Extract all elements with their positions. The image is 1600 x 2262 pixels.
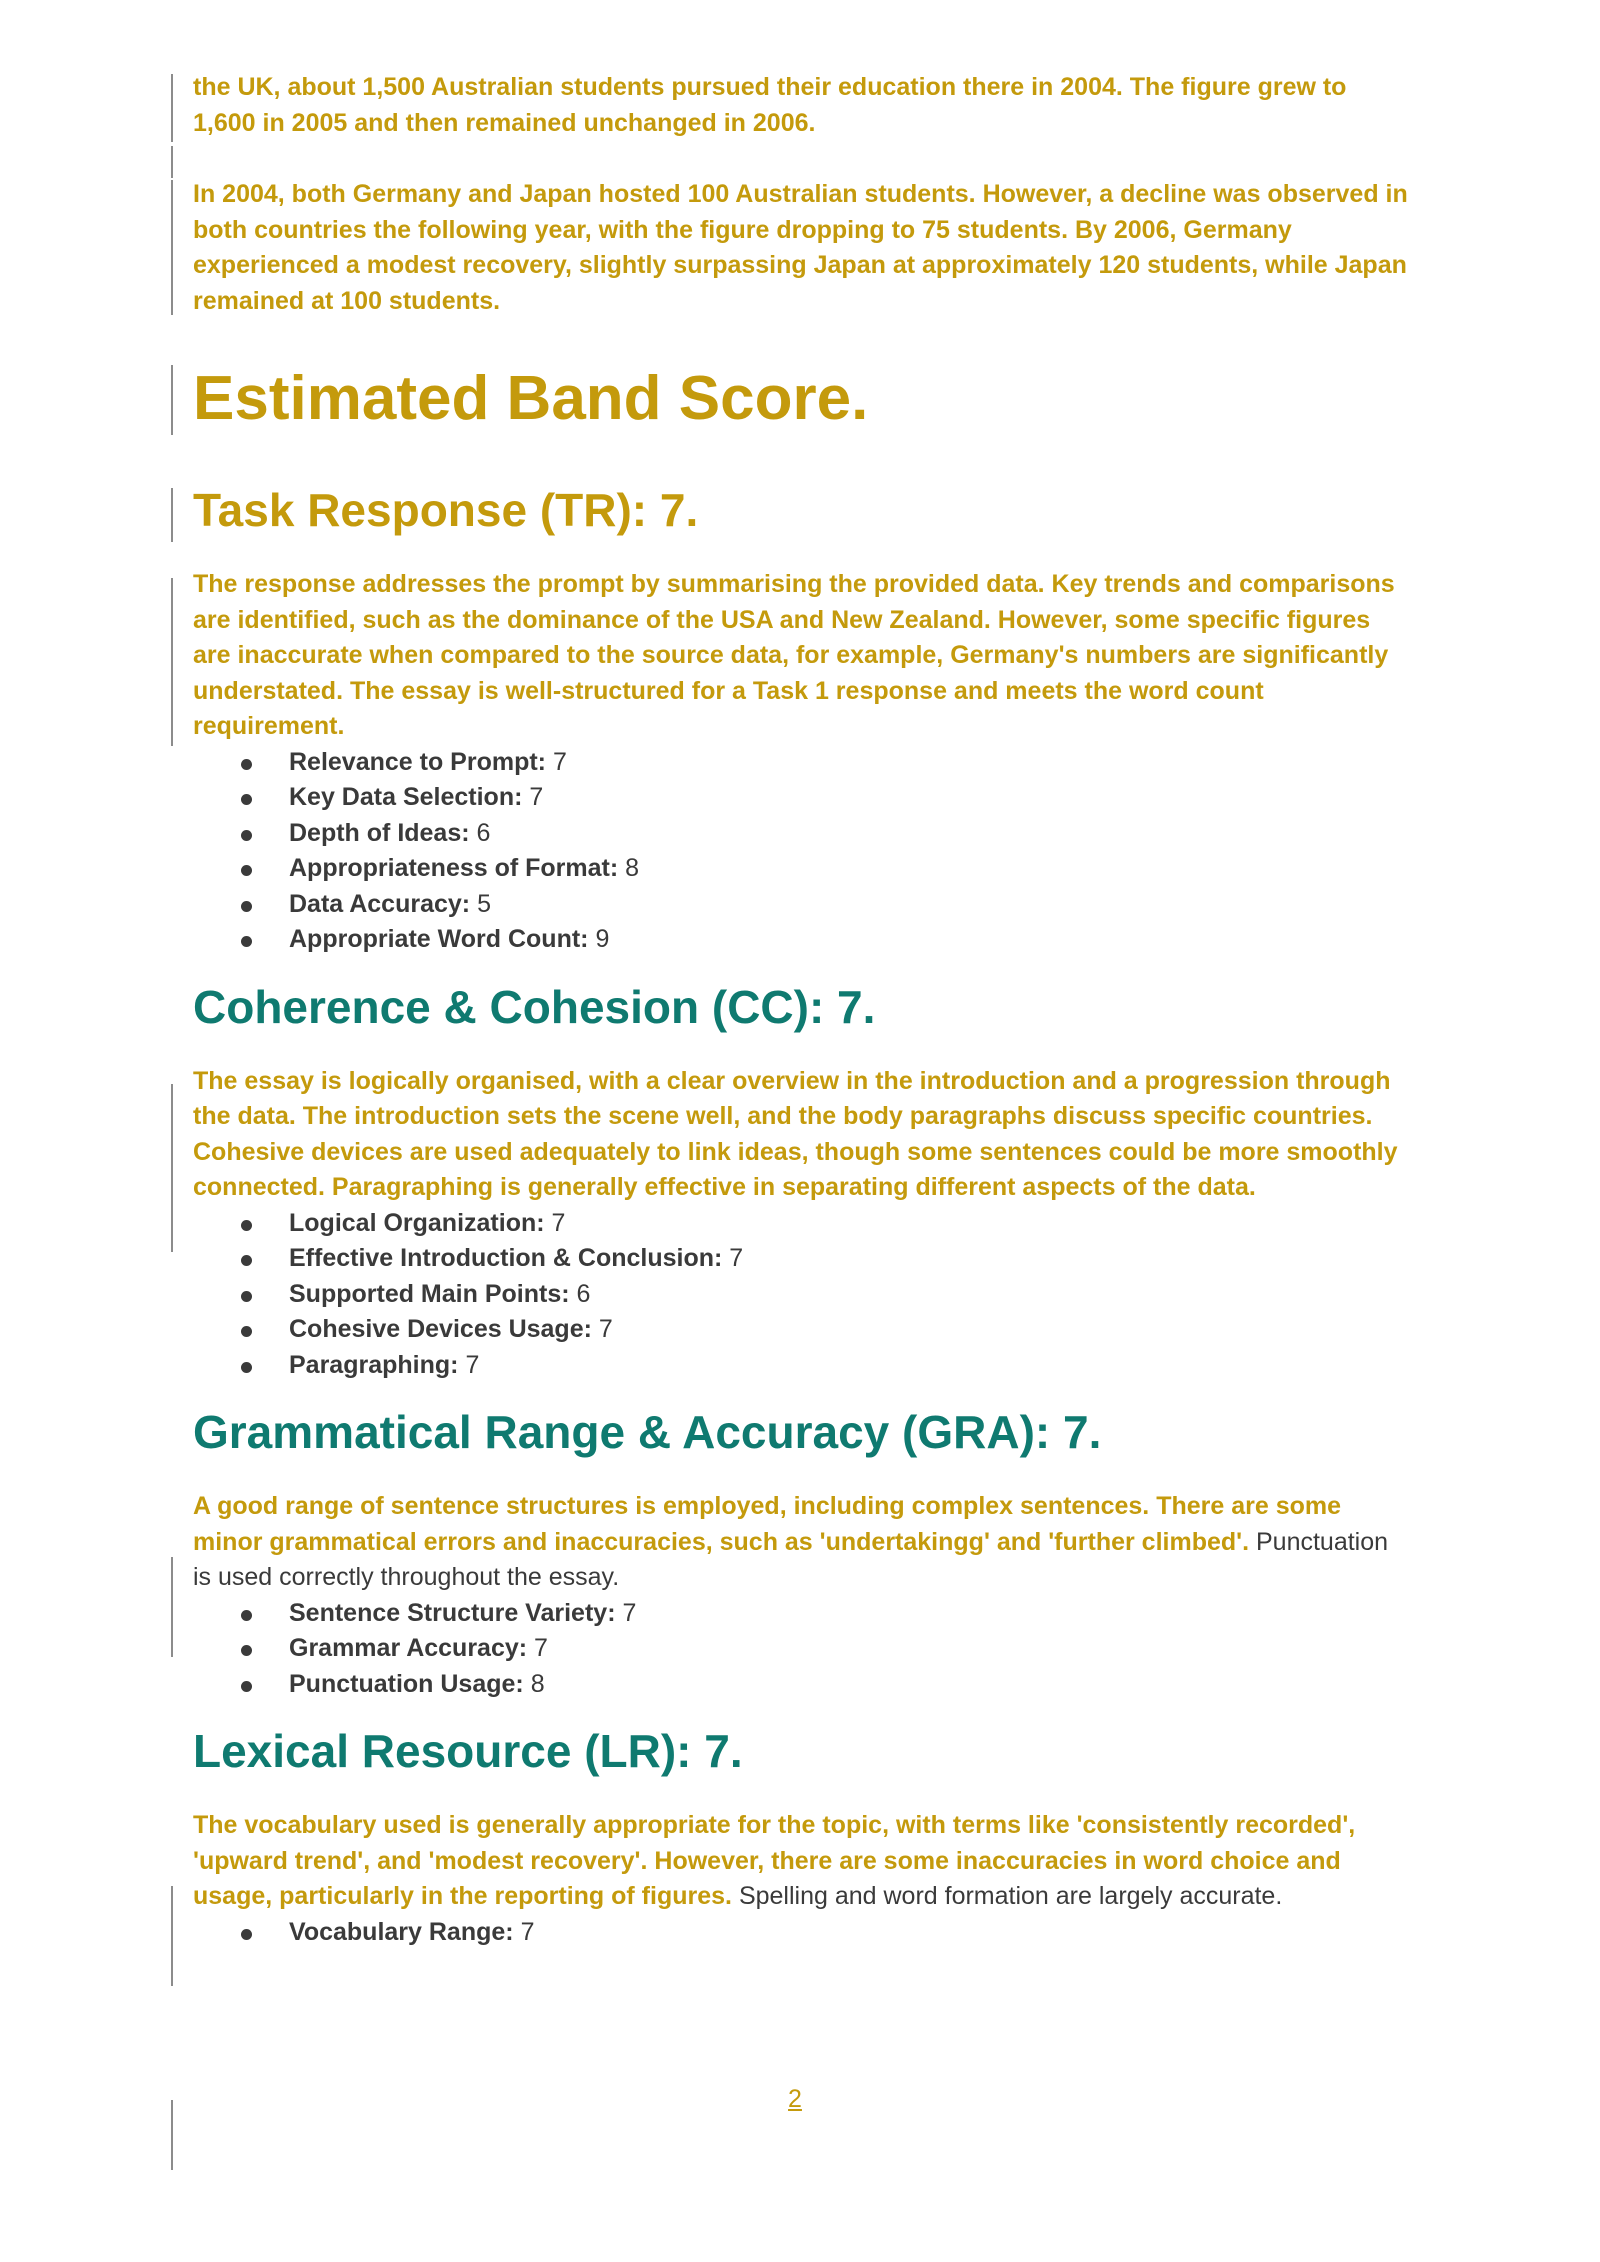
criterion-score: 9 xyxy=(595,925,610,953)
change-bar xyxy=(171,74,173,142)
criterion-label: Relevance to Prompt: xyxy=(289,747,547,776)
change-bar xyxy=(171,365,173,435)
gra-description-highlight: A good range of sentence structures is employed, including complex sentences. There are some minor grammatical errors and inaccuracies, such as 'undertakingg' and 'further climbed'. xyxy=(193,1492,1342,1556)
criterion-score: 8 xyxy=(530,1669,545,1698)
criterion-label: Data Accuracy: xyxy=(289,889,471,918)
list-item xyxy=(193,1277,1413,1313)
change-bar xyxy=(171,180,173,315)
criterion-score: 6 xyxy=(476,818,491,847)
bullet-icon xyxy=(241,865,252,876)
gra-description xyxy=(193,1489,1413,1596)
gra-description-plain: Punctuation is used correctly throughout the essay. xyxy=(193,1527,1389,1591)
criterion-label: Logical Organization: xyxy=(289,1208,545,1237)
change-bar xyxy=(171,578,173,746)
lr-heading: Lexical Resource (LR): 7. xyxy=(193,1725,743,1777)
criterion-score: 7 xyxy=(534,1634,548,1662)
criterion-label: Supported Main Points: xyxy=(289,1279,570,1308)
criterion-score: 8 xyxy=(625,854,640,882)
tr-criteria-list xyxy=(193,745,1413,958)
criterion-label: Paragraphing: xyxy=(289,1350,459,1379)
bullet-icon xyxy=(241,794,252,805)
bullet-icon xyxy=(241,901,252,912)
criterion-score: 5 xyxy=(477,889,491,918)
bullet-icon xyxy=(241,1362,252,1373)
criterion-score: 7 xyxy=(529,783,544,811)
bullet-icon xyxy=(241,1610,252,1621)
bullet-icon xyxy=(241,759,252,770)
list-item xyxy=(193,851,1413,887)
list-item xyxy=(193,1312,1413,1348)
criterion-label: Grammar Accuracy: xyxy=(289,1634,528,1662)
lr-criteria-list xyxy=(193,1915,1413,1951)
bullet-icon xyxy=(241,1645,252,1656)
intro-paragraph-germany-japan: In 2004, both Germany and Japan hosted 100 Australian students. However, a decline was observed in both countries the following year, with the figure dropping to 75 students. By 2006, Germany experienced a modest recovery, slightly surpassing Japan at approximately 120 students, while Japan remained at 100 students. xyxy=(193,180,1408,315)
change-bar xyxy=(171,1084,173,1252)
lr-description xyxy=(193,1808,1413,1915)
cc-criteria-list xyxy=(193,1206,1413,1384)
change-bar xyxy=(171,2100,173,2170)
list-item xyxy=(193,745,1413,781)
change-bar xyxy=(171,1557,173,1657)
criterion-label: Appropriate Word Count: xyxy=(289,925,589,953)
bullet-icon xyxy=(241,1255,252,1266)
criterion-label: Effective Introduction & Conclusion: xyxy=(289,1244,723,1272)
tr-heading: Task Response (TR): 7. xyxy=(193,484,699,536)
criterion-score: 7 xyxy=(729,1244,744,1272)
list-item xyxy=(193,1596,1413,1632)
tr-description: The response addresses the prompt by summarising the provided data. Key trends and comparisons are identified, such as the dominance of the USA and New Zealand. However, some specific figures are inaccurate when compared to the source data, for example, Germany's numbers are significantly understated. The essay is well-structured for a Task 1 response and meets the word count requirement. xyxy=(193,570,1395,740)
gra-criteria-list xyxy=(193,1596,1413,1703)
criterion-score: 7 xyxy=(520,1917,535,1946)
bullet-icon xyxy=(241,1220,252,1231)
criterion-score: 6 xyxy=(576,1279,591,1308)
page-number[interactable]: 2 xyxy=(788,2085,802,2113)
bullet-icon xyxy=(241,1681,252,1692)
list-item xyxy=(193,922,1413,958)
criterion-label: Vocabulary Range: xyxy=(289,1917,514,1946)
lr-description-plain: Spelling and word formation are largely accurate. xyxy=(738,1882,1283,1910)
criterion-score: 7 xyxy=(552,747,567,776)
criterion-score: 7 xyxy=(551,1208,566,1237)
change-bar xyxy=(171,488,173,542)
change-bar xyxy=(171,1886,173,1986)
gra-heading: Grammatical Range & Accuracy (GRA): 7. xyxy=(193,1406,1102,1458)
list-item xyxy=(193,887,1413,923)
bullet-icon xyxy=(241,936,252,947)
list-item xyxy=(193,780,1413,816)
list-item xyxy=(193,1631,1413,1667)
page-title: Estimated Band Score. xyxy=(193,364,869,433)
bullet-icon xyxy=(241,1929,252,1940)
criterion-label: Depth of Ideas: xyxy=(289,818,470,847)
list-item xyxy=(193,1667,1413,1703)
lr-description-highlight: The vocabulary used is generally appropriate for the topic, with terms like 'consistently recorded', 'upward trend', and 'modest recovery'. However, there are some inaccuracies in word choice and usage, particularly in the reporting of figures. xyxy=(193,1811,1356,1910)
criterion-label: Sentence Structure Variety: xyxy=(289,1598,616,1627)
list-item xyxy=(193,816,1413,852)
list-item xyxy=(193,1915,1413,1951)
intro-paragraph-uk: the UK, about 1,500 Australian students pursued their education there in 2004. The figure grew to 1,600 in 2005 and then remained unchanged in 2006. xyxy=(193,73,1347,137)
list-item xyxy=(193,1348,1413,1384)
criterion-score: 7 xyxy=(598,1315,613,1343)
list-item xyxy=(193,1206,1413,1242)
change-bar xyxy=(171,146,173,178)
bullet-icon xyxy=(241,830,252,841)
criterion-label: Appropriateness of Format: xyxy=(289,854,619,882)
bullet-icon xyxy=(241,1326,252,1337)
list-item xyxy=(193,1241,1413,1277)
criterion-label: Punctuation Usage: xyxy=(289,1669,524,1698)
criterion-label: Key Data Selection: xyxy=(289,783,523,811)
bullet-icon xyxy=(241,1291,252,1302)
criterion-label: Cohesive Devices Usage: xyxy=(289,1315,592,1343)
cc-heading: Coherence & Cohesion (CC): 7. xyxy=(193,980,876,1033)
cc-description: The essay is logically organised, with a clear overview in the introduction and a progression through the data. The introduction sets the scene well, and the body paragraphs discuss specific countries. Cohesive devices are used adequately to link ideas, though some sentences could be more smoothly connected. Paragraphing is generally effective in separating different aspects of the data. xyxy=(193,1066,1398,1201)
criterion-score: 7 xyxy=(465,1350,480,1379)
document-content xyxy=(193,70,1413,1950)
criterion-score: 7 xyxy=(622,1598,637,1627)
